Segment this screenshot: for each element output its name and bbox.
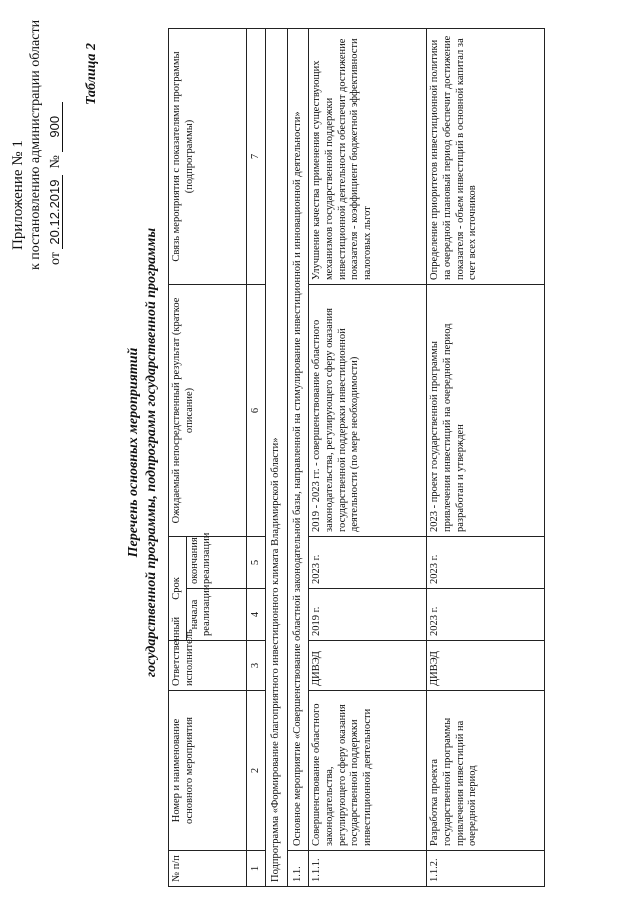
col-header-end: окончания реализации (186, 536, 246, 588)
row-number: 1.1.1. (309, 851, 427, 887)
col-header-start: начала реализации (186, 589, 246, 641)
col-header-executor: Ответственный исполнитель (169, 641, 247, 691)
main-measure-row (287, 28, 309, 886)
main-measure-number: 1.1. (287, 851, 309, 887)
number-sign: № (48, 155, 63, 169)
row-start: 2019 г. (309, 589, 427, 641)
row-measure-name: Разработка проекта государственной программы привлечения инвестиций на очередной период (427, 691, 545, 851)
col-number: 4 (246, 589, 266, 641)
col-number: 5 (246, 536, 266, 588)
col-number: 3 (246, 641, 266, 691)
col-header-term: Срок (169, 536, 187, 640)
col-header-name: Номер и наименование основного мероприятия (169, 691, 247, 851)
table-row (309, 28, 427, 886)
row-executor: ДИВЭД (309, 641, 427, 691)
row-indicator-link: Определение приоритетов инвестиционной политики на очередной плановый период обеспечит достижение показателя - объем инвестиций в основной капитал за счет всех источников (427, 28, 545, 284)
row-end: 2023 г. (427, 536, 545, 588)
row-result: 2023 - проект государственной программы привлечения инвестиций на очередной период разработан и утвержден (427, 284, 545, 536)
row-number: 1.1.2. (427, 851, 545, 887)
measures-table (168, 28, 545, 887)
date-prefix: от (48, 252, 63, 265)
appendix-label: Приложение № 1 (10, 140, 26, 250)
col-number: 2 (246, 691, 266, 851)
row-start: 2023 г. (427, 589, 545, 641)
row-end: 2023 г. (309, 536, 427, 588)
document-title: Перечень основных мероприятий (126, 347, 141, 558)
col-header-no: № п/п (169, 851, 247, 887)
row-result: 2019 - 2023 гг. - совершенствование областного законодательства, регулирующего сферу оказания государственной поддержки инвестиционной деятельности (по мере необходимости) (309, 284, 427, 536)
col-header-result: Ожидаемый непосредственный результат (краткое описание) (169, 284, 247, 536)
decree-number: 900 (47, 102, 63, 152)
row-measure-name: Совершенствование областного законодательства, регулирующего сферу оказания государственной поддержки инвестиционной деятельности (309, 691, 427, 851)
row-indicator-link: Улучшение качества применения существующих механизмов государственной поддержки инвестиционной деятельности обеспечит достижение показателя - коэффициент бюджетной эффективности налоговых льгот (309, 28, 427, 284)
table-label: Таблица 2 (84, 43, 99, 105)
document-subtitle: государственной программы, подпрограмм государственной программы (144, 227, 159, 678)
subprogram-row (266, 28, 288, 886)
decree-label: к постановлению администрации области (28, 19, 43, 270)
col-number: 7 (246, 28, 266, 284)
column-numbers-row (246, 28, 266, 886)
date-line (47, 102, 64, 265)
decree-date: 20.12.2019 (47, 175, 63, 248)
header-row (169, 28, 187, 886)
col-header-link: Связь мероприятия с показателями программы (подпрограммы) (169, 28, 247, 284)
subprogram-title: Подпрограмма «Формирование благоприятного инвестиционного климата Владимирской области» (266, 28, 288, 886)
row-executor: ДИВЭД (427, 641, 545, 691)
table-row (427, 28, 545, 886)
col-number: 1 (246, 851, 266, 887)
main-measure-title: Основное мероприятие «Совершенствование областной законодательной базы, направленной на стимулирование инвестиционной и инновационной деятельности» (287, 28, 309, 850)
col-number: 6 (246, 284, 266, 536)
